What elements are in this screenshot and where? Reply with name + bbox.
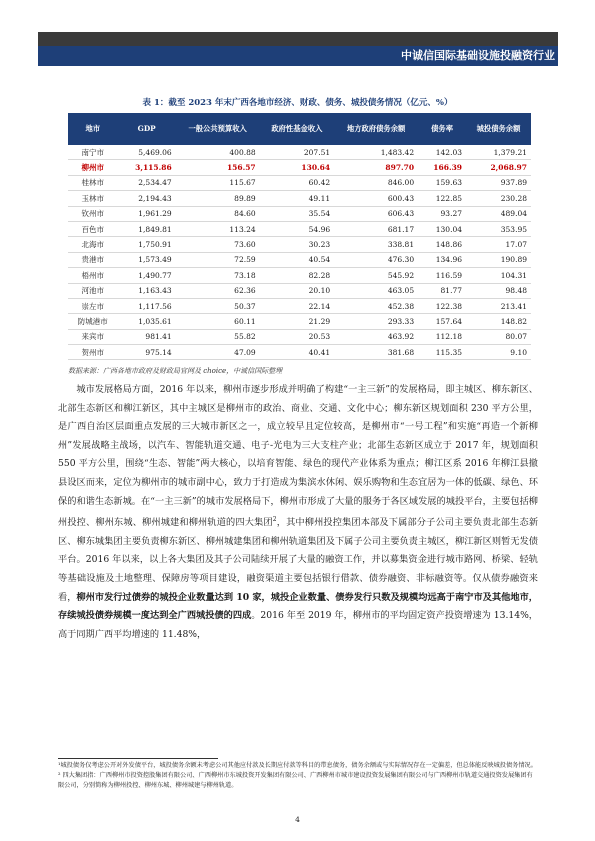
footnote-2: ² 四大集团指：广西柳州市投资控股集团有限公司、广西柳州市东城投资开发集团有限公司、广西柳州市城市建设投资发展集团有限公司与广西柳州市轨道交通投资发展集团有限公司，分别简称为柳州投控、柳州东城、柳州城建与柳州轨道。 <box>58 772 533 789</box>
table-cell: 104.31 <box>466 268 531 283</box>
table-body <box>68 145 531 360</box>
table-cell: 2,068.97 <box>466 160 531 175</box>
table-cell: 40.41 <box>260 345 334 360</box>
table-cell: 49.11 <box>260 191 334 206</box>
table-cell: 452.38 <box>334 298 418 313</box>
table-cell: 230.28 <box>466 191 531 206</box>
table-cell: 207.51 <box>260 145 334 160</box>
table-cell: 南宁市 <box>68 145 118 160</box>
table-cell: 156.57 <box>176 160 260 175</box>
table-cell: 柳州市 <box>68 160 118 175</box>
table-cell: 122.38 <box>418 298 466 313</box>
footnote-1: ¹城投债务仅考虑公开对外发债平台，城投债务余额未考虑公司其他应付款及长期应付款等科目的带息债务，债务余额或与实际情况存在一定偏差，但总体能反映城投债务情况。 <box>58 762 537 769</box>
table-cell: 72.59 <box>176 252 260 267</box>
table-cell: 134.96 <box>418 252 466 267</box>
table-row <box>68 175 531 190</box>
column-header: 地方政府债务余额 <box>334 113 418 145</box>
table-cell: 贺州市 <box>68 345 118 360</box>
table-cell: 476.30 <box>334 252 418 267</box>
table-cell: 1,573.49 <box>118 252 176 267</box>
table-cell: 157.64 <box>418 314 466 329</box>
table-cell: 130.04 <box>418 221 466 236</box>
table-cell: 1,117.56 <box>118 298 176 313</box>
table-row <box>68 160 531 175</box>
table-cell: 百色市 <box>68 221 118 236</box>
table-cell: 20.53 <box>260 329 334 344</box>
table-cell: 22.14 <box>260 298 334 313</box>
table-cell: 梧州市 <box>68 268 118 283</box>
table-row <box>68 237 531 252</box>
table-row <box>68 298 531 313</box>
table-row <box>68 221 531 236</box>
table-source: 数据来源：广西各地市政府及财政局官网及 choice，中诚信国际整理 <box>68 367 283 375</box>
table-cell: 489.04 <box>466 206 531 221</box>
table-cell: 2,194.43 <box>118 191 176 206</box>
footnotes <box>58 761 538 791</box>
body-text <box>58 381 538 644</box>
table-caption: 表 1：截至 2023 年末广西各地市经济、财政、债务、城投债务情况（亿元、%） <box>142 98 453 108</box>
table-cell: 17.07 <box>466 237 531 252</box>
table-cell: 116.59 <box>418 268 466 283</box>
table-cell: 1,961.29 <box>118 206 176 221</box>
table-cell: 钦州市 <box>68 206 118 221</box>
table-cell: 1,035.61 <box>118 314 176 329</box>
table-cell: 115.67 <box>176 175 260 190</box>
table-cell: 142.03 <box>418 145 466 160</box>
table-cell: 293.33 <box>334 314 418 329</box>
table-cell: 213.41 <box>466 298 531 313</box>
table-cell: 80.07 <box>466 329 531 344</box>
paragraph-bold: 柳州市发行过债券的城投企业数量达到 10 家，城投企业数量、债券发行只数及规模均远高于南宁市及其他地市，存续城投债券规模一度达到全广西城投债的四成 <box>58 591 538 622</box>
table-cell: 148.86 <box>418 237 466 252</box>
table-cell: 112.18 <box>418 329 466 344</box>
table-cell: 84.60 <box>176 206 260 221</box>
table-cell: 1,849.81 <box>118 221 176 236</box>
table-cell: 190.89 <box>466 252 531 267</box>
table-cell: 897.70 <box>334 160 418 175</box>
table-cell: 93.27 <box>418 206 466 221</box>
paragraph-part: 。2016 年至 2019 年，柳州市的平均固定资产投资增速为 13.14%，高于同期广西平均增速的 11.48%， <box>58 610 538 640</box>
column-header: 地市 <box>68 113 118 145</box>
table-cell: 545.92 <box>334 268 418 283</box>
table-cell: 3,115.86 <box>118 160 176 175</box>
column-header: 债务率 <box>418 113 466 145</box>
table-cell: 681.17 <box>334 221 418 236</box>
header-title: 中诚信国际基础设施投融资行业 <box>401 49 555 62</box>
table-cell: 115.35 <box>418 345 466 360</box>
table-cell: 河池市 <box>68 283 118 298</box>
paragraph-part: ，其中柳州投控集团本部及下属部分子公司主要负责北部生态新区、柳东城集团主要负责柳东新区、柳州城建集团和柳州轨道集团及下属子公司主要负责主城区，柳江新区则暂无发债平台。2016 年以来，以上各大集团及其子公司陆续开展了大量的融资工作，并以募集资金进行城市路网、桥梁、轻轨等基础设施及土地整理、保障房等项目建设，融资渠道主要包括银行借款、债券融资、非标融资等。仅从债券融资来看， <box>58 517 539 603</box>
table-cell: 35.54 <box>260 206 334 221</box>
table-cell: 62.36 <box>176 283 260 298</box>
table-cell: 159.63 <box>418 175 466 190</box>
table-cell: 381.68 <box>334 345 418 360</box>
table-cell: 73.60 <box>176 237 260 252</box>
table-cell: 82.28 <box>260 268 334 283</box>
table-row <box>68 283 531 298</box>
table-cell: 975.14 <box>118 345 176 360</box>
table-cell: 20.10 <box>260 283 334 298</box>
table-cell: 81.77 <box>418 283 466 298</box>
table-header-row <box>68 113 531 145</box>
table-cell: 937.89 <box>466 175 531 190</box>
table-row <box>68 145 531 160</box>
table-cell: 北海市 <box>68 237 118 252</box>
table-row <box>68 191 531 206</box>
table-cell: 122.85 <box>418 191 466 206</box>
table-cell: 防城港市 <box>68 314 118 329</box>
table-cell: 60.11 <box>176 314 260 329</box>
table-cell: 1,379.21 <box>466 145 531 160</box>
footnote-divider <box>58 758 218 759</box>
column-header: 政府性基金收入 <box>260 113 334 145</box>
table-cell: 5,469.06 <box>118 145 176 160</box>
table-row <box>68 345 531 360</box>
table-cell: 73.18 <box>176 268 260 283</box>
data-table <box>68 113 531 360</box>
table-cell: 40.54 <box>260 252 334 267</box>
column-header: 城投债务余额 <box>466 113 531 145</box>
table-cell: 89.89 <box>176 191 260 206</box>
table-cell: 606.43 <box>334 206 418 221</box>
table-cell: 600.43 <box>334 191 418 206</box>
table-cell: 463.05 <box>334 283 418 298</box>
paragraph-part: 城市发展格局方面，2016 年以来，柳州市逐步形成并明确了构建“一主三新”的发展格局，即主城区、柳东新区、北部生态新区和柳江新区，其中主城区是柳州市的政治、商业、交通、文化中心；柳东新区规划面积 230 平方公里，是广西自治区层面重点发展的三大城市新区之一，成立较早且定位较高，是柳州市“一号工程”和实施“再造一个新柳州”发展战略主战场，以汽车、智能轨道交通、电子-光电为三大支柱产业；北部生态新区成立于 2017 年，规划面积 550 平方公里，围绕“生态、智能”两大核心，以培育智能、绿色的现代产业体系为重点；柳江区系 2016 年柳江县撤县设区而来，定位为柳州市的城市副中心，致力于打造成为集滨水休闲、娱乐购物和生态宜居为一体的低碳、绿色、环保的和谐生态新城。在“一主三新”的城市发展格局下，柳州市形成了大量的服务于各区域发展的城投平台，主要包括柳州投控、柳州东城、柳州城建和柳州轨道的四大集团 <box>58 384 538 529</box>
table-cell: 981.41 <box>118 329 176 344</box>
table-cell: 98.48 <box>466 283 531 298</box>
table-cell: 846.00 <box>334 175 418 190</box>
column-header: 一般公共预算收入 <box>176 113 260 145</box>
table-cell: 2,534.47 <box>118 175 176 190</box>
table-cell: 463.92 <box>334 329 418 344</box>
table-cell: 1,490.77 <box>118 268 176 283</box>
header-band-dark <box>38 32 558 46</box>
table-row <box>68 268 531 283</box>
table-cell: 贵港市 <box>68 252 118 267</box>
table-cell: 玉林市 <box>68 191 118 206</box>
table-cell: 400.88 <box>176 145 260 160</box>
table-cell: 来宾市 <box>68 329 118 344</box>
table-cell: 113.24 <box>176 221 260 236</box>
table-cell: 130.64 <box>260 160 334 175</box>
table-cell: 21.29 <box>260 314 334 329</box>
table-row <box>68 206 531 221</box>
table-cell: 1,483.42 <box>334 145 418 160</box>
table-cell: 148.82 <box>466 314 531 329</box>
table-cell: 54.96 <box>260 221 334 236</box>
table-cell: 353.95 <box>466 221 531 236</box>
table-cell: 1,750.91 <box>118 237 176 252</box>
table-cell: 47.09 <box>176 345 260 360</box>
table-cell: 30.23 <box>260 237 334 252</box>
table-cell: 崇左市 <box>68 298 118 313</box>
paragraph <box>58 381 538 644</box>
table-row <box>68 252 531 267</box>
table-row <box>68 314 531 329</box>
table-cell: 166.39 <box>418 160 466 175</box>
table-cell: 9.10 <box>466 345 531 360</box>
column-header: GDP <box>118 113 176 145</box>
table-cell: 50.37 <box>176 298 260 313</box>
page-number: 4 <box>295 815 300 824</box>
footnote-ref: 2 <box>272 516 277 524</box>
table-cell: 60.42 <box>260 175 334 190</box>
table-cell: 1,163.43 <box>118 283 176 298</box>
table-cell: 桂林市 <box>68 175 118 190</box>
table-cell: 338.81 <box>334 237 418 252</box>
table-cell: 55.82 <box>176 329 260 344</box>
table-row <box>68 329 531 344</box>
